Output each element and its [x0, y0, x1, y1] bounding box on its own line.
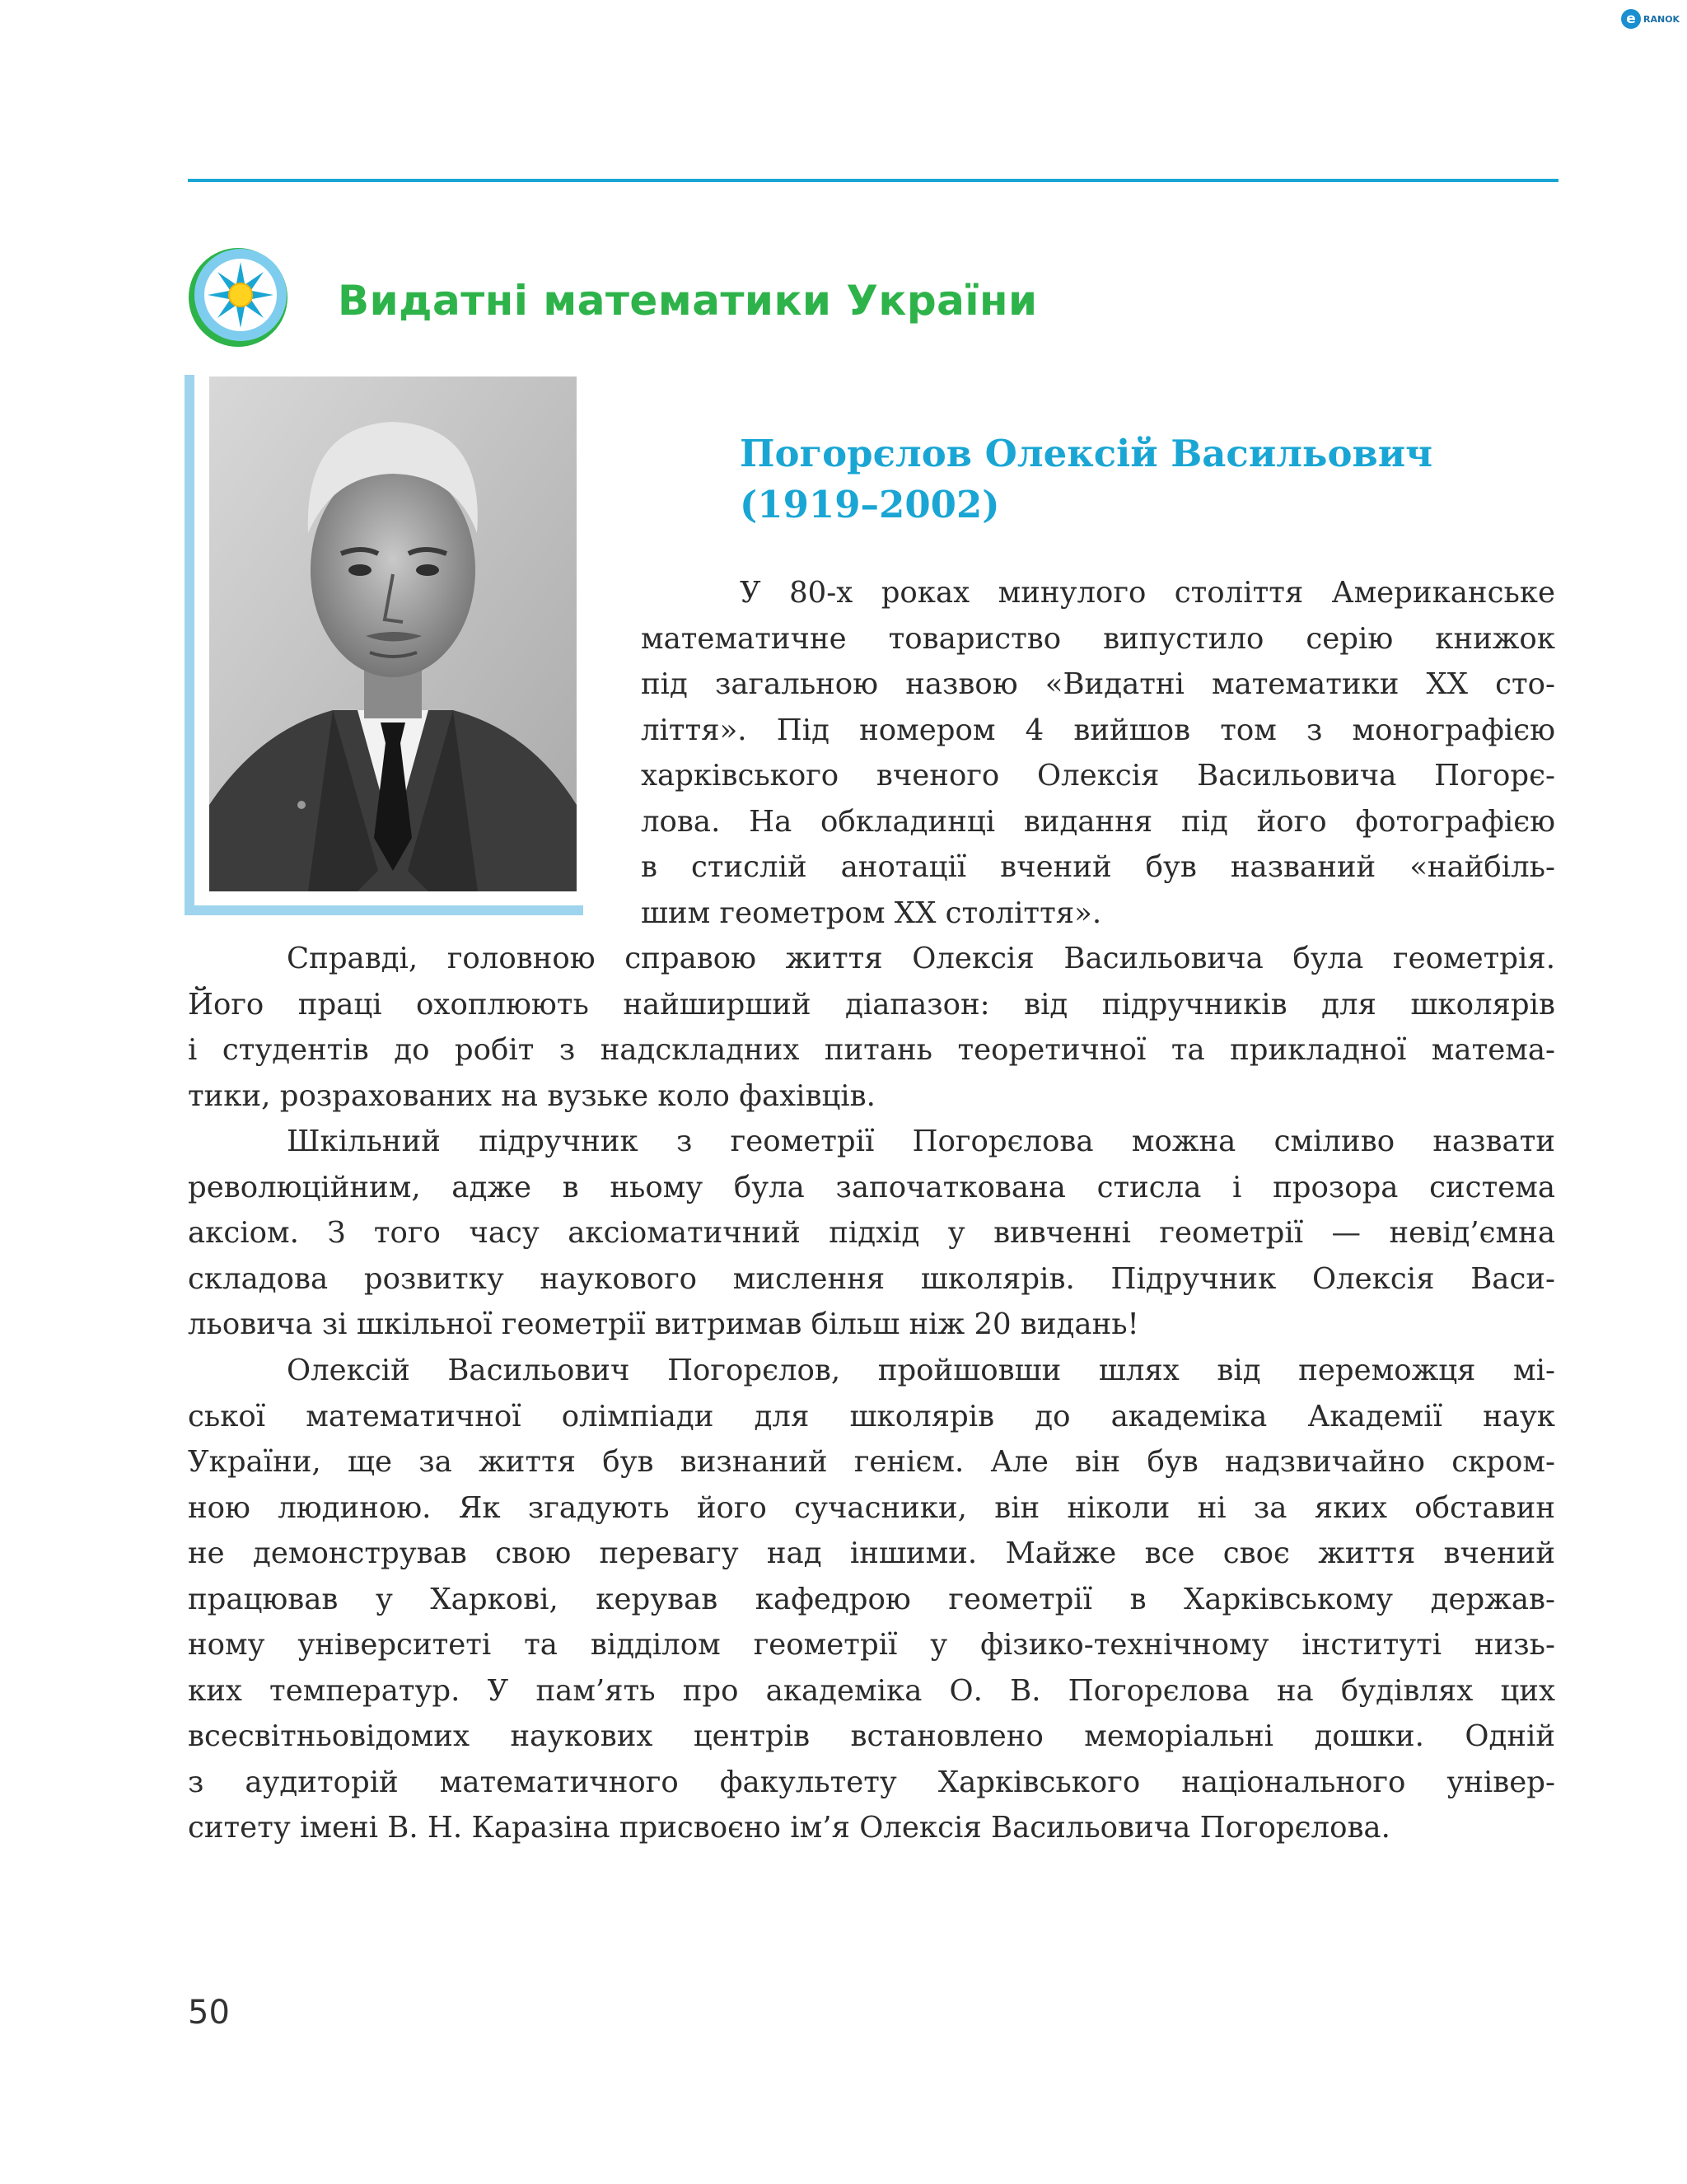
person-name: Погорєлов Олексій Васильович: [740, 432, 1433, 475]
text-line: Шкільний підручник з геометрії Погорєлова можна сміливо назвати: [287, 1125, 1555, 1158]
text-line: Олексій Васильович Погорєлов, пройшовши шлях від переможця мі-: [287, 1354, 1555, 1387]
sun-emblem-icon: [188, 247, 288, 348]
text-line: в стислій анотації вчений був названий «найбіль-: [641, 850, 1555, 884]
text-line: всесвітньовідомих наукових центрів встановлено меморіальні дошки. Одній: [188, 1719, 1555, 1753]
text-line: аксіом. З того часу аксіоматичний підхід у вивченні геометрії — невід’ємна: [188, 1216, 1555, 1250]
page-number: 50: [188, 1994, 230, 2032]
portrait-photo: [209, 376, 577, 891]
text-line: льовича зі шкільної геометрії витримав більш ніж 20 видань!: [188, 1307, 1139, 1341]
person-years: (1919–2002): [740, 483, 1000, 526]
publisher-logo-icon: e: [1621, 9, 1641, 29]
paragraph-2: [188, 936, 1555, 1119]
text-line: Його праці охоплюють найширший діапазон: від підручників для школярів: [188, 987, 1555, 1022]
text-line: ліття». Під номером 4 вийшов том з монографією: [641, 713, 1555, 747]
text-line: з аудиторій математичного факультету Харківського національного універ-: [188, 1765, 1555, 1799]
text-line: лова. На обкладинці видання під його фотографією: [641, 804, 1555, 839]
text-line: харківського вченого Олексія Васильовича Погорє-: [641, 759, 1555, 793]
text-line: революційним, адже в ньому була започаткована стисла і прозора система: [188, 1170, 1555, 1204]
text-line: шим геометром XX століття».: [641, 896, 1102, 930]
text-line: під загальною назвою «Видатні математики XX сто-: [641, 667, 1555, 701]
text-line: математичне товариство випустило серію книжок: [641, 621, 1555, 656]
text-line: ської математичної олімпіади для школярів до академіка Академії наук: [188, 1399, 1555, 1433]
paragraph-3: [188, 1119, 1555, 1348]
text-line: ситету імені В. Н. Каразіна присвоєно ім’я Олексія Васильовича Погорєлова.: [188, 1811, 1390, 1845]
paragraph-1: [641, 570, 1555, 936]
text-line: ких температур. У пам’ять про академіка О. В. Погорєлова на будівлях цих: [188, 1673, 1555, 1708]
text-line: не демонстрував свою перевагу над іншими. Майже все своє життя вчений: [188, 1536, 1555, 1570]
publisher-logo: [1621, 7, 1682, 31]
publisher-logo-text: RANOK: [1643, 13, 1680, 25]
text-line: У 80-х роках минулого століття Американське: [740, 576, 1555, 610]
text-line: тики, розрахованих на вузьке коло фахівців.: [188, 1078, 876, 1113]
text-line: складова розвитку наукового мислення школярів. Підручник Олексія Васи-: [188, 1261, 1555, 1296]
top-rule: [188, 179, 1558, 182]
text-line: України, ще за життя був визнаний генієм. Але він був надзвичайно скром-: [188, 1445, 1555, 1479]
text-line: і студентів до робіт з надскладних питань теоретичної та прикладної матема-: [188, 1033, 1555, 1067]
text-line: Справді, головною справою життя Олексія Васильовича була геометрія.: [287, 942, 1555, 975]
text-line: працював у Харкові, керував кафедрою геометрії в Харківському держав-: [188, 1582, 1555, 1616]
person-heading: [740, 428, 1432, 531]
text-line: ною людиною. Як згадують його сучасники, він ніколи ні за яких обставин: [188, 1490, 1555, 1525]
paragraph-4: [188, 1348, 1555, 1851]
section-title: Видатні математики України: [338, 277, 1038, 325]
text-line: ному університеті та відділом геометрії у фізико-технічному інституті низь-: [188, 1628, 1555, 1662]
